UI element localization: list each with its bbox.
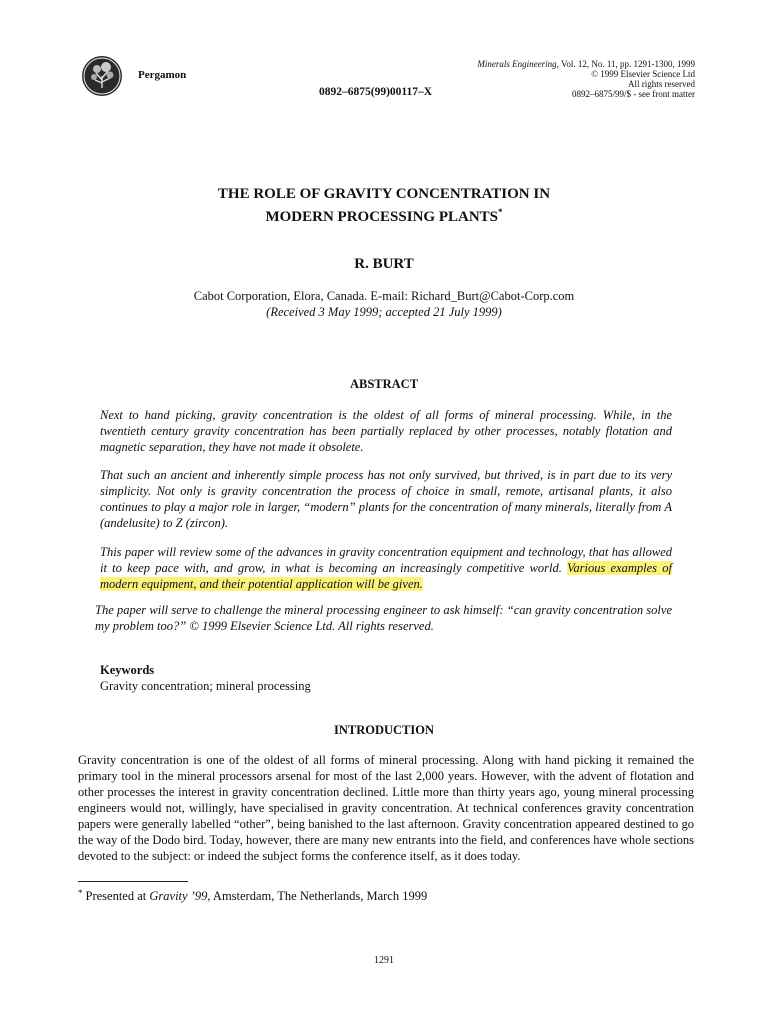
author-name: R. BURT [354, 256, 414, 272]
keywords-text: Gravity concentration; mineral processing [100, 679, 311, 693]
elsevier-tree-icon [82, 56, 122, 96]
abstract-heading: ABSTRACT [349, 377, 419, 391]
publisher-name: Pergamon [138, 69, 187, 81]
footnote-prefix: Presented at [85, 889, 150, 903]
footnote [78, 888, 427, 904]
copyright-line: © 1999 Elsevier Science Ltd [591, 69, 695, 79]
rights-line: All rights reserved [628, 79, 695, 89]
title-line-1: THE ROLE OF GRAVITY CONCENTRATION IN [217, 186, 551, 202]
footnote-event: Gravity ’99 [149, 889, 208, 903]
abstract-paragraph-3-text: This paper will review some of the advances in gravity concentration equipment and technology, that has allowed it to keep pace with, and grow, in what is becoming an increasingly competitive world. [100, 545, 672, 575]
affiliation-block [0, 288, 768, 320]
abstract-paragraph-2: That such an ancient and inherently simple process has not only survived, but thrived, is in part due to its very simplicity. Not only is gravity concentration the process of choice in small, remote, artisanal plants, it also continues to play a major role in larger, “modern” plants for the concentration of many minerals, literally from A (andelusite) to Z (zircon). [100, 468, 672, 530]
abstract-paragraph-3 [100, 544, 672, 592]
abstract-paragraph-1: Next to hand picking, gravity concentration is the oldest of all forms of mineral processing. While, in the twentieth century gravity concentration has been partially replaced by other processes, notably flotation and magnetic separation, they have not made it obsolete. [100, 408, 672, 454]
title-line-2-text: MODERN PROCESSING PLANTS [265, 209, 499, 225]
title-footnote-marker: * [498, 207, 503, 217]
journal-name: Minerals Engineering [477, 59, 557, 69]
keywords-heading: Keywords [100, 663, 155, 677]
page-number: 1291 [374, 955, 394, 966]
title-line-2 [0, 203, 768, 226]
footnote-marker: * [78, 888, 83, 898]
introduction-heading: INTRODUCTION [333, 723, 434, 737]
introduction-paragraph: Gravity concentration is one of the oldest of all forms of mineral processing. Along with hand picking it remained the primary tool in the mineral processors arsenal for most of the last 2,000 years. However, with the advent of flotation and other processes the interest in gravity concentration declined. Little more than thirty years ago, young mineral processing engineers would not, willingly, have specialised in gravity concentration. At technical conferences gravity concentration papers were generally labelled “other”, being banished to the last afternoon. Gravity concentration appeared destined to go the way of the Dodo bird. Today, however, there are many new entrants into the field, and conferences have whole sections devoted to the subject: or indeed the subject forms the conference itself, as it does today. [78, 753, 694, 863]
highlighted-text: Various examples of modern equipment, and their potential application will be given. [100, 561, 672, 591]
received-dates: (Received 3 May 1999; accepted 21 July 1999) [266, 305, 502, 319]
abstract-paragraph-4: The paper will serve to challenge the mineral processing engineer to ask himself: “can gravity concentration solve my problem too?” © 1999 Elsevier Science Ltd. All rights reserved. [95, 603, 672, 633]
footnote-divider [78, 881, 188, 882]
footnote-suffix: , Amsterdam, The Netherlands, March 1999 [207, 889, 428, 903]
issn-line: 0892–6875/99/$ - see front matter [572, 89, 695, 99]
journal-info [375, 59, 695, 99]
doi: 0892–6875(99)00117–X [319, 86, 433, 98]
journal-volume: , Vol. 12, No. 11, pp. 1291-1300, 1999 [556, 59, 695, 69]
affiliation: Cabot Corporation, Elora, Canada. E-mail: Richard_Burt@Cabot-Corp.com [193, 289, 575, 303]
paper-title [0, 185, 768, 226]
journal-citation [375, 59, 695, 69]
